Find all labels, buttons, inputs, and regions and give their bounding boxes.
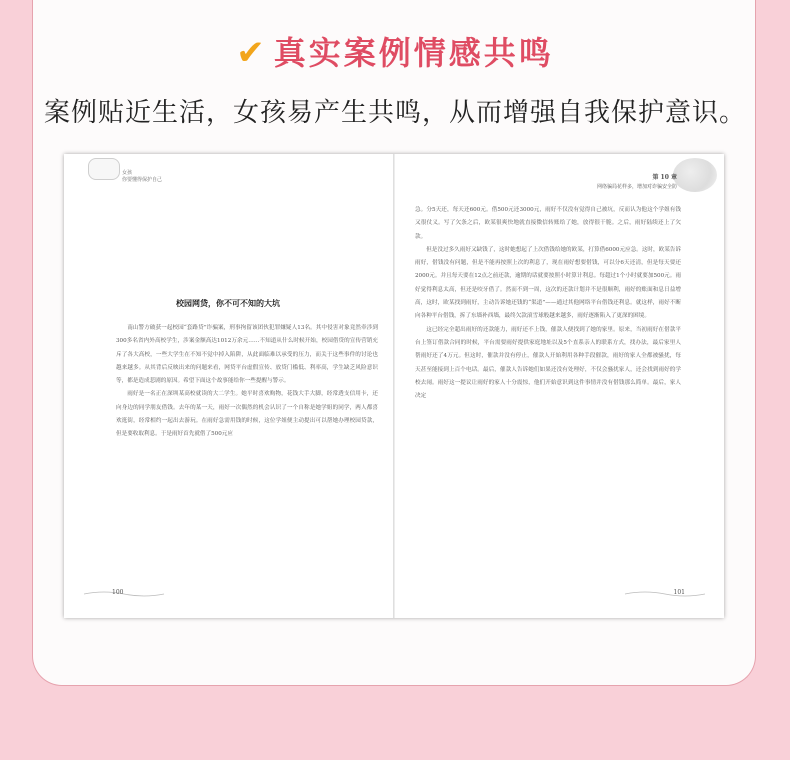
left-runhead-line1: 女孩 — [122, 170, 133, 176]
right-footer-wave-icon — [415, 590, 705, 598]
left-runhead — [122, 170, 162, 184]
left-header-decoration-icon — [88, 158, 120, 180]
right-page-number: 101 — [673, 589, 685, 596]
left-page — [64, 154, 392, 618]
headline-text: 真实案例情感共鸣 — [273, 34, 554, 72]
chapter-title: 网络骗局花样多，增加对诈骗安全防 — [596, 184, 677, 190]
right-header-decoration-icon — [673, 158, 717, 192]
left-footer-wave-icon — [84, 590, 374, 598]
right-runhead — [597, 172, 677, 190]
chapter-number: 第 10 章 — [652, 174, 677, 181]
left-paragraph: 雨好是一名正在深圳某高校就读的大二学生。她平时喜欢购物，花钱大手大脚，经常透支信用卡，还向身边的同学朋友借钱。去年的某一天，雨好一次偶然的机会认识了一个自称是她学姐的同学，两人都喜欢逛街，经常相约一起出去游玩。在雨好急需用钱的时候，这位学姐便主动提出可以帮她办理校园贷款，但是要收取利息。于是雨好首先就借了500元应 — [116, 391, 378, 438]
subline: 案例贴近生活，女孩易产生共鸣，从而增强自我保护意识。 — [43, 98, 746, 128]
right-page — [395, 154, 723, 618]
right-body-text — [415, 204, 681, 403]
headline — [0, 28, 790, 74]
left-runhead-line2: 你要懂得保护自己 — [122, 177, 163, 183]
checkmark-icon: ✔ — [236, 33, 268, 73]
section-title: 校园网贷，你不可不知的大坑 — [176, 299, 280, 308]
left-paragraph: 南山警方破获一起校园“套路贷”诈骗案，刑事拘留该团伙犯罪嫌疑人13名。其中侵害对象竟然牵涉到300多名省内外高校学生，涉案金额高达1012万余元……不知道从什么时候开始，校园借贷的宣传营销充斥了各大高校，一些大学生在不知不觉中掉入陷阱，从此面临难以承受的压力，而关于这些事件的讨论也越来越多。从其背后反映出来的问题来看，网贷平台虚假宣传、放贷门槛低、利率高，学生缺乏风险意识等，都是造成悲剧的原因。希望下面这个故事能给你一些提醒与警示。 — [116, 325, 378, 385]
right-paragraph: 但是没过多久雨好又缺钱了，这时她想起了上次借钱给她的欧某，打算借6000元应急。这时，欧某告诉雨好，借钱没有问题，但是不能再按照上次的利息了，现在雨好想要借钱，可以分6天还清，但是每天要还2000元。并且每天要在12点之前还款，逾期的话就要按照小时算计利息。每超过1个小时就要加500元。雨好觉得利息太高，但还是咬牙借了。然而不到一周，这次的还款计划并不是很顺利，雨好的账面和息日益增高，这时，欧某找到雨好，主动告诉她还钱的“渠道”——通过其他网络平台借钱还利息。就这样，雨好不断向各种平台借钱，拆了东墙补西墙，最终欠款滚雪球般越来越多，雨好逐渐陷入了更深的困境。 — [415, 246, 681, 320]
right-paragraph: 急。分5天还，每天还600元。借500元还3000元，雨好不仅没有觉得自己被坑，反而认为他这个学姐有钱又很仗义。写了欠条之后，欧某很爽快地就直接微信转账给了她，放得很干脆。之后，雨好陆续还上了欠款。 — [415, 207, 681, 240]
left-page-number: 100 — [112, 589, 124, 596]
right-paragraph: 这已经完全超出雨好的还款能力，雨好还不上钱，催款人便找到了她的家里。原来，当初雨好在借款平台上签订借款合同的时候，平台需要雨好提供家庭地址以及5个直系亲人的联系方式，找办法，最后家里人帮雨好还了4万元。但这时，催款并没有停止，催款人开始利用各种手段催款，雨好的家人全都被骚扰，每天甚至能接到上百个电话。最后，催款人告诉她们如果还没有处理好，不仅会骚扰家人，还会找到雨好的学校去闹。雨好这一提议让雨好的家人十分震惊，他们开始意识到这件事情并没有借钱那么简单。最后，家人决定 — [415, 326, 681, 400]
book-spread-image — [64, 154, 724, 618]
left-body-text — [116, 322, 378, 442]
